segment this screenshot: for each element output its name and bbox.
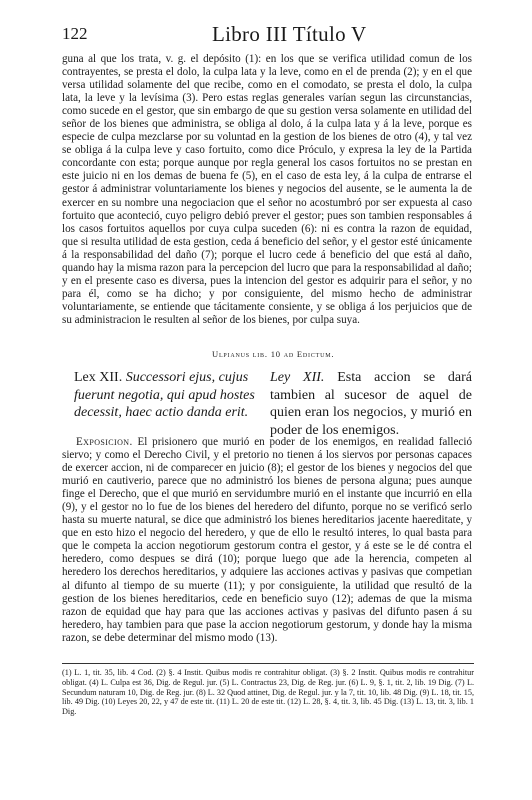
exposition-text: El prisionero que murió en poder de los enemigos, en realidad falleció siervo; y como el Derecho Civil, y el pretorio no tienen á los siervos por personas capaces de exercer accion, ni de comparecer en juicio (8); el gestor de los bienes y negocios del que murió en cautiverio, parece que no administró los bienes de persona alguna; pues aunque finge el Derecho, que el que murió en servidumbre murió en el instante que incurrió en ella (9), y el gestor no lo fue de los bienes del heredero del difunto, porque no se verificó serlo hasta su muerte natural, se dice que administró los bienes hereditarios jacente haereditate, y que en esto hizo el negocio del heredero, y que de ello le resultó interes, lo qual basta para que le competa la accion negotiorum gestorum contra el gestor, y á este se le dé contra el heredero, como despues se dirá (10); porque luego que ade la herencia, competen al heredero los derechos hereditarios, y adquiere las acciones activas y pasivas que competian al difunto al tiempo de su muerte (11); y por consiguiente, la utilidad que resultó de la gestion de los bienes hereditarios, cede en beneficio suyo (12); ademas de que la misma razon de equidad que hay para que las acciones activas y pasivas del difunto pasen á su heredero, hay tambien para que pase la accion negotiorum gestorum, y donde hay la misma razon, se debe determinar del mismo modo (13). bbox=[62, 436, 472, 644]
page-header bbox=[62, 22, 472, 48]
lex-spanish-column bbox=[270, 369, 472, 439]
commentary-text: guna al que los trata, v. g. el depósito (1): en los que se verifica utilidad comun de los contrayentes, se presta el dolo, la culpa lata y la leve, como en el de prenda (2); y en el que versa utilidad solamente del que recibe, como en el comodato, se presta el dolo, la culpa lata, la leve y la levísima (3). Pero estas reglas generales varían segun las circunstancias, como sucede en el gestor, que sin embargo de que su gestion versa solamente en utilidad del señor de los bienes que administra, se obliga al dolo, á la culpa lata y á la leve, porque es especie de culpa mezclarse por su voluntad en la gestion de los bienes de otro (4), y tal vez se obliga á la culpa leve y caso fortuito, como dice Próculo, y expresa la ley de la Partida concordante con esta; porque aunque por regla general los casos fortuitos no se prestan en este juicio ni en los demas de buena fe (5), en el caso de esta ley, á la culpa de entrarse el gestor á administrar voluntariamente los bienes y negocios del ausente, se le aumenta la de exercer en su nombre una negociacion que el señor no acostumbró por ser expuesta al caso fortuito que aconteció, cuyo peligro debió prever el gestor; pues son tambien responsables á los casos fortuitos aquellos por cuya culpa suceden (6): ni es contra la razon de equidad, que si resulta utilidad de esta gestion, ceda á beneficio del señor, y el gestor esté únicamente á la responsabilidad del daño (7); porque el lucro cede á beneficio del que está al daño, quando hay la misma razon para la percepcion del lucro que para la responsabilidad al daño; y en el presente caso es diversa, pues la intencion del gestor es adquirir para el señor, y no para él, como se ha dicho; y por consiguiente, del mismo hecho de administrar voluntariamente, se entiende que tácitamente consiente, y se obliga á los perjuicios que de su administracion le resulten al señor de los bienes, por culpa suya. bbox=[62, 53, 472, 326]
lex-spanish-text: Esta accion se dará tambien al sucesor de aquel de quien eran los negocios, y murió en poder de los enemigos. bbox=[270, 370, 473, 438]
lex-latin-label: Lex XII. bbox=[74, 370, 123, 385]
footnote-divider bbox=[62, 663, 474, 664]
source-attribution: Ulpianus lib. 10 ad Edictum. bbox=[212, 349, 335, 359]
commentary-paragraph bbox=[62, 53, 472, 327]
lex-latin-column bbox=[74, 369, 256, 422]
exposition-paragraph bbox=[62, 436, 472, 645]
page-number: 122 bbox=[62, 24, 88, 43]
lex-spanish-label: Ley XII. bbox=[270, 370, 325, 385]
exposition-label: Exposicion. bbox=[76, 436, 133, 448]
running-title: Libro III Título V bbox=[212, 22, 367, 46]
lex-latin-text: Successori ejus, cujus fuerunt negotia, qui apud hostes decessit, haec actio danda erit. bbox=[74, 370, 255, 421]
footnotes: (1) L. 1, tit. 35, lib. 4 Cod. (2) §. 4 Instit. Quibus modis re contrahitur obligat. (3) §. 2 Instit. Quibus modis re contrahitur obligat. (4) L. Culpa est 36, Dig. de Regul. jur. (5) L. Contractus 23, Dig. de Reg. jur. (6) L. 9, §. 1, tit. 2, lib. 19 Dig. (7) L. Secundum naturam 10, Dig. de Reg. jur. (8) L. 32 Quod attinet, Dig. de Regul. jur. y la 7, tit. 10, lib. 48 Dig. (9) L. 18, tit. 15, lib. 49 Dig. (10) Leyes 20, 22, y 47 de este tit. (11) L. 20 de este tit. (12) L. 28, §. 4, tit. 3, lib. 45 Dig. (13) L. 13, tit. 3, lib. 1 Dig. bbox=[62, 668, 474, 717]
